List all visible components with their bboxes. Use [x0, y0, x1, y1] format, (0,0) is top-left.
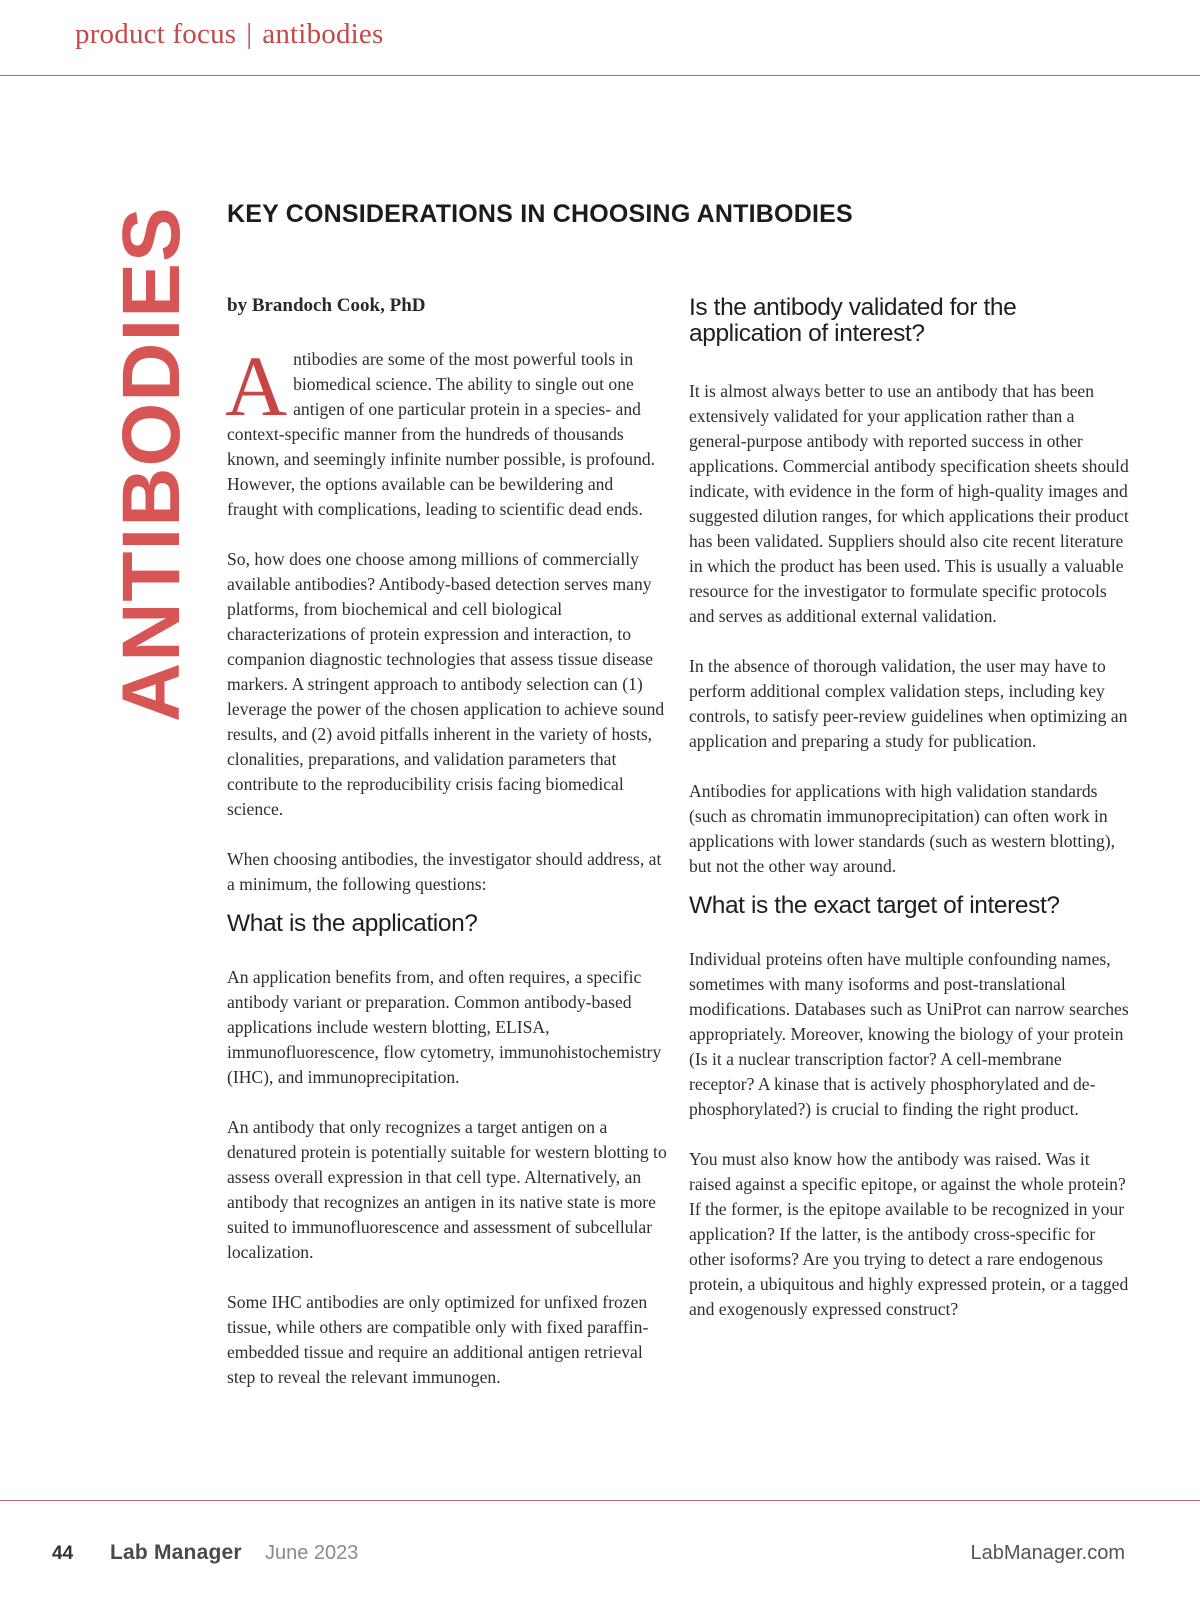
left-column	[227, 295, 667, 1415]
article-title: KEY CONSIDERATIONS IN CHOOSING ANTIBODIES	[227, 200, 853, 228]
subhead-application: What is the application?	[227, 910, 478, 937]
drop-cap: A	[225, 338, 288, 434]
body-paragraph: An antibody that only recognizes a target antigen on a denatured protein is potentially suitable for western blotting to assess overall expression in that cell type. Alternatively, an antibody that recognizes an antigen in its native state is more suited to immunofluorescence and assessment of subcellular localization.	[227, 1117, 667, 1262]
body-paragraph: It is almost always better to use an antibody that has been extensively validated for your application rather than a general-purpose antibody with reported success in other applications. Commercial antibody specification sheets should indicate, with evidence in the form of high-quality images and suggested dilution ranges, for which applications their product has been validated. Suppliers should also cite recent literature in which the product has been used. This is usually a valuable resource for the investigator to formulate specific protocols and serves as additional external validation.	[689, 381, 1129, 626]
page-header	[0, 0, 1200, 76]
body-paragraph: You must also know how the antibody was raised. Was it raised against a specific epitope, or against the whole protein? If the former, is the epitope available to be recognized in your application? If the latter, is the antibody cross-specific for other isoforms? Are you trying to detect a rare endogenous protein, a ubiquitous and highly expressed protein, or a tagged and exogenously expressed construct?	[689, 1149, 1129, 1319]
body-paragraph: An application benefits from, and often requires, a specific antibody variant or preparation. Common antibody-based applications include western blotting, ELISA, immunofluorescence, flow cytometry, immunohistochemistry (IHC), and immunoprecipitation.	[227, 967, 662, 1087]
section-name: product focus	[75, 18, 237, 50]
page-number: 44	[52, 1543, 74, 1564]
vertical-title: ANTIBODIES	[106, 206, 197, 722]
byline: by Brandoch Cook, PhD	[227, 295, 426, 316]
intro-paragraph	[225, 338, 667, 522]
body-paragraph: Antibodies for applications with high validation standards (such as chromatin immunoprecipitation) can often work in applications with lower standards (such as western blotting), but not the other way around.	[689, 781, 1116, 876]
section-label	[75, 18, 383, 51]
website-link[interactable]: LabManager.com	[970, 1542, 1125, 1564]
body-paragraph: In the absence of thorough validation, the user may have to perform additional complex validation steps, including key controls, to satisfy peer-review guidelines when optimizing an application and preparing a study for publication.	[689, 656, 1128, 751]
subhead-target: What is the exact target of interest?	[689, 892, 1060, 919]
section-topic: antibodies	[262, 18, 384, 50]
body-paragraph: So, how does one choose among millions of commercially available antibodies? Antibody-based detection serves many platforms, from biochemical and cell biological characterizations of protein expression and interaction, to companion diagnostic technologies that assess tissue disease markers. A stringent approach to antibody selection can (1) leverage the power of the chosen application to achieve sound results, and (2) avoid pitfalls inherent in the variety of hosts, clonalities, preparations, and validation parameters that contribute to the reproducibility crisis facing biomedical science.	[227, 549, 665, 819]
section-separator: |	[246, 18, 253, 50]
issue-date: June 2023	[265, 1542, 359, 1564]
right-column	[689, 295, 1131, 1347]
body-paragraph: Some IHC antibodies are only optimized for unfixed frozen tissue, while others are compatible only with fixed paraffin-embedded tissue and require an additional antigen retrieval step to reveal the relevant immunogen.	[227, 1292, 649, 1387]
intro-text: ntibodies are some of the most powerful tools in biomedical science. The ability to single out one antigen of one particular protein in a species- and context-specific manner from the hundreds of thousands known, and seemingly infinite number possible, is profound. However, the options available can be bewildering and fraught with complications, leading to scientific dead ends.	[227, 349, 656, 519]
subhead-validated: Is the antibody validated for the application of interest?	[689, 294, 1017, 347]
body-paragraph: Individual proteins often have multiple confounding names, sometimes with many isoforms and post-translational modifications. Databases such as UniProt can narrow searches appropriately. Moreover, knowing the biology of your protein (Is it a nuclear transcription factor? A cell-membrane receptor? A kinase that is actively phosphorylated and de-phosphorylated?) is crucial to finding the right product.	[689, 949, 1129, 1119]
page-footer	[0, 1500, 1200, 1613]
body-paragraph: When choosing antibodies, the investigator should address, at a minimum, the following questions:	[227, 849, 662, 894]
magazine-name: Lab Manager	[110, 1541, 242, 1564]
